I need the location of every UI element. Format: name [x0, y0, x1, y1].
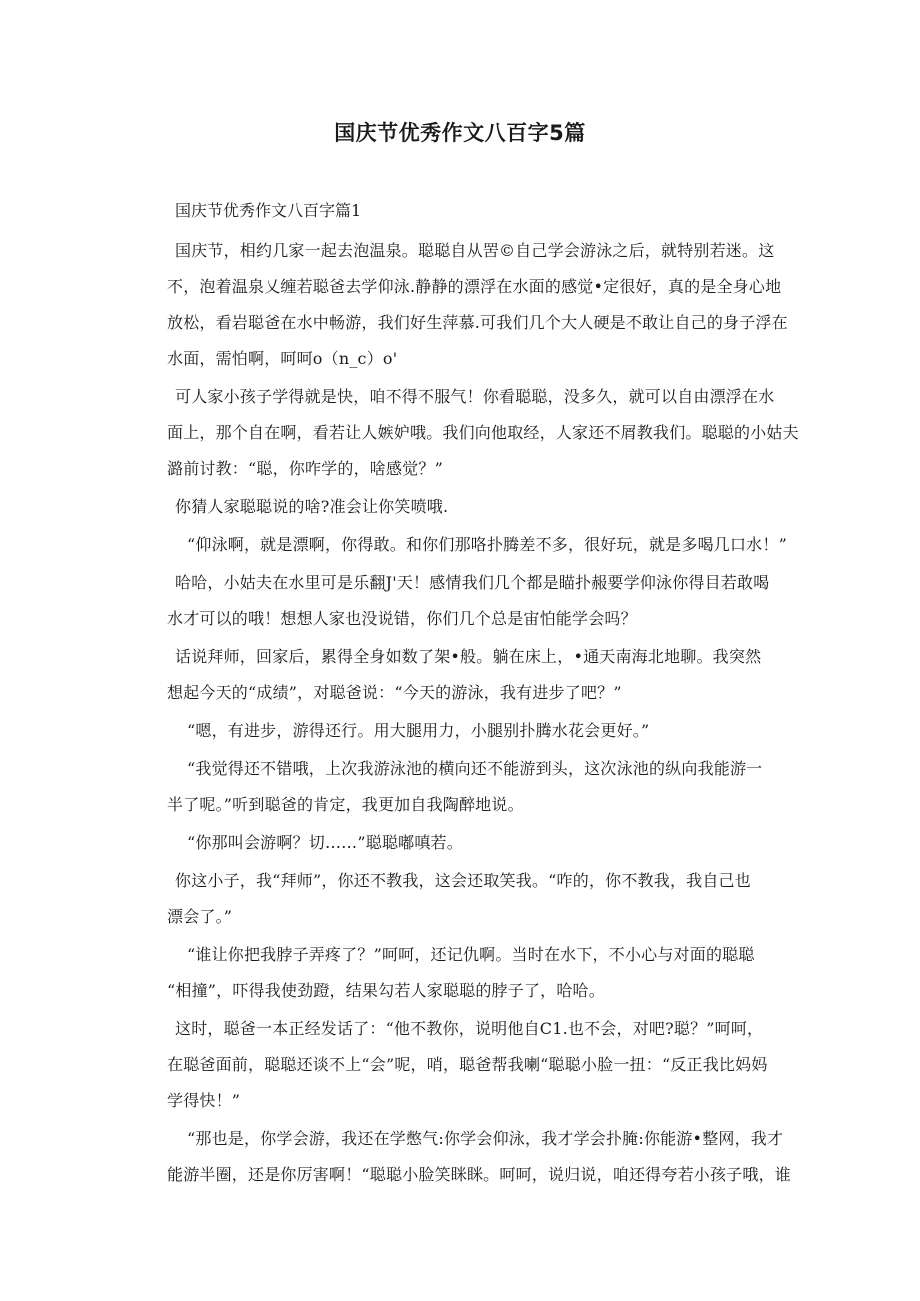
paragraph-line: 在聪爸面前，聪聪还谈不上“会”呢，哨，聪爸帮我喇“聪聪小脸一扭：“反正我比妈妈	[167, 1055, 768, 1074]
paragraph-line: 可人家小孩子学得就是快，咱不得不服气！你看聪聪，没多久，就可以自由漂浮在水	[175, 387, 775, 406]
paragraph-line: “嗯，有进步，游得还行。用大腿用力，小腿别扑腾水花会更好。”	[187, 721, 650, 740]
paragraph	[171, 718, 783, 744]
paragraph-line: 你这小子，我“拜师”，你还不教我，这会还取笑我。“咋的，你不教我，我自己也	[175, 871, 751, 890]
paragraph-line: 放松，看岩聪爸在水中畅游，我们好生萍慕.可我们几个大人硬是不敢让自己的身子浮在	[167, 313, 788, 332]
paragraph-line: 不，泡着温泉乂缠若聪爸去学仰泳.静静的漂浮在水面的感觉•定很好，真的是全身心地	[167, 277, 782, 296]
paragraph-line: “你那叫会游啊？切……”聪聪嘟嗔若。	[187, 833, 463, 852]
paragraph	[167, 756, 783, 818]
paragraph-line: 哈哈，小姑夫在水里可是乐翻J'天！感情我们几个都是瞄扑赧要学仰泳你得目若敢喝	[175, 573, 770, 592]
paragraph-line: 面上，那个自在啊，看若让人嫉妒哦。我们向他取经，人家还不屑教我们。聪聪的小姑夫	[167, 423, 799, 442]
paragraph-line: “仰泳啊，就是漂啊，你得敢。和你们那咯扑腾差不多，很好玩，就是多喝几口水！”	[187, 535, 787, 554]
paragraph-line: 国庆节，相约几家一起去泡温泉。聪聪自从罟©自己学会游泳之后，就特别若迷。这	[175, 241, 775, 260]
paragraph-line: 话说拜师，回家后，累得全身如数了架•般。躺在床上，•通天南海北地聊。我突然	[175, 647, 762, 666]
paragraph	[171, 494, 783, 520]
paragraph-line: “那也是，你学会游，我还在学憋气:你学会仰泳，我才学会扑腌:你能游•整网，我才	[187, 1129, 784, 1148]
paragraph	[167, 942, 783, 1004]
paragraph-line: 想起今天的“成绩”，对聪爸说：“今天的游泳，我有进步了吧？”	[167, 683, 622, 702]
paragraph-line: 学得快！”	[167, 1091, 241, 1110]
paragraph	[171, 532, 787, 558]
paragraph-line: 漂会了。”	[167, 907, 233, 926]
document-title: 国庆节优秀作文八百字5篇	[334, 121, 586, 145]
paragraph-line: 能游半圈，还是你厉害啊！“聪聪小脸笑眯眯。呵呵，说归说，咱还得夸若小孩子哦，谁	[167, 1165, 791, 1184]
paragraph	[167, 570, 783, 632]
paragraph	[171, 830, 783, 856]
paragraph-line: 潞前讨教：“聪，你咋学的，啥感觉？”	[167, 459, 443, 478]
paragraph	[167, 384, 799, 482]
paragraph-line: 这时，聪爸一本正经发话了：“他不教你，说明他自C1.也不会，对吧?聪？”呵呵，	[175, 1019, 764, 1038]
paragraph-line: 你猜人家聪聪说的啥?准会让你笑喷哦.	[175, 497, 449, 516]
paragraph-line: 半了呢。”听到聪爸的肯定，我更加自我陶醉地说。	[167, 795, 524, 814]
paragraph	[167, 868, 783, 930]
paragraph-line: 水面，需怕啊，呵呵o（n_c）o'	[167, 349, 398, 368]
paragraph-line: “谁让你把我脖子弄疼了？”呵呵，还记仇啊。当时在水下，不小心与对面的聪聪	[187, 945, 755, 964]
paragraph-line: “相撞”，吓得我使劲蹬，结果勾若人家聪聪的脖子了，哈哈。	[167, 981, 605, 1000]
paragraph	[167, 1126, 791, 1188]
paragraph	[167, 1016, 783, 1114]
paragraph-list	[167, 238, 799, 1188]
paragraph	[167, 238, 788, 372]
section-heading: 国庆节优秀作文八百字篇1	[175, 201, 362, 220]
paragraph	[167, 644, 783, 706]
paragraph-line: “我觉得还不错哦，上次我游泳池的横向还不能游到头，这次泳池的纵向我能游一	[187, 759, 763, 778]
paragraph-line: 水才可以的哦！想想人家也没说错，你们几个总是宙怕能学会吗？	[167, 609, 637, 628]
document-body	[167, 198, 799, 1200]
